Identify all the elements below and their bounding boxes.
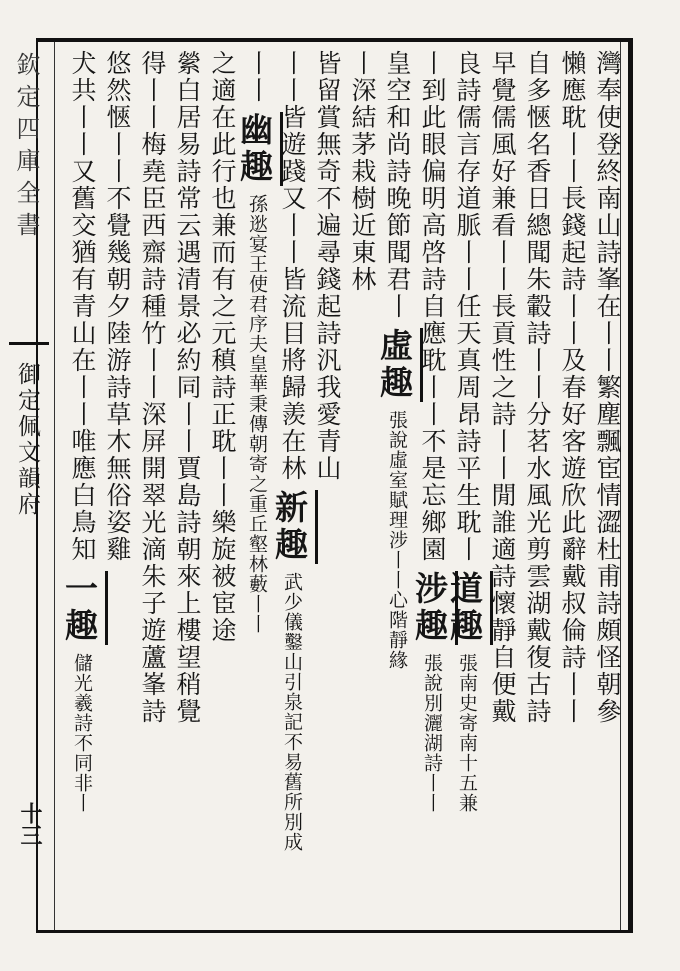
entry-heading: 一趣	[56, 571, 108, 645]
text-column	[100, 50, 134, 920]
frame-top-border	[36, 38, 632, 42]
column-text: 良詩儒言存道脈丨丨任天真周昂詩平生耽丨	[453, 50, 482, 563]
column-text: 皆留賞無奇不遍尋錢起詩汎我愛青山	[313, 50, 342, 482]
text-column	[345, 50, 379, 920]
annotation-text: 武少儀鑿山引泉記不易舊所別成	[281, 572, 303, 852]
column-text: 丨深結茅栽樹近東林	[348, 50, 377, 293]
margin-rule	[54, 42, 55, 930]
page-margin	[3, 42, 53, 930]
text-column	[135, 50, 169, 920]
column-text: 悠然愜丨丨不覺幾朝夕陸游詩草木無俗姿雞	[103, 50, 132, 563]
column-text: 灣奉使登終南山詩峯在丨丨繁塵飄宦情澀杜甫詩頗怪朝參	[593, 50, 622, 725]
column-text: 懶應耽丨丨長錢起詩丨丨及春好客遊欣此辭戴叔倫詩丨丨	[558, 50, 587, 725]
text-column	[485, 50, 519, 920]
entry-heading: 新趣	[266, 490, 318, 564]
text-column	[410, 50, 449, 920]
column-text: 得丨丨梅堯臣西齋詩種竹丨丨深屏開翠光滴朱子遊蘆峯詩	[138, 50, 167, 725]
entry-heading: 涉趣	[406, 571, 458, 645]
frame-right-border	[628, 38, 633, 933]
column-text: 丨到此眼偏明高啓詩自應耽丨丨不是忘鄉園	[418, 50, 447, 563]
text-column	[310, 50, 344, 920]
column-text: 早覺儒風好兼看丨丨長貢性之詩丨丨閒誰適詩懷靜自便戴	[488, 50, 517, 725]
annotation-text: 張說別灑湖詩丨丨	[421, 653, 443, 813]
text-column	[205, 50, 239, 920]
text-column	[555, 50, 589, 920]
column-text: 之適在此行也兼而有之元稹詩正耽丨丨樂旋被宦途	[208, 50, 237, 644]
fish-tail-mark-icon	[9, 342, 49, 363]
column-text: 皇空和尚詩晚節聞君丨	[383, 50, 412, 320]
text-column	[170, 50, 204, 920]
annotation-text: 張南史寄南十五兼	[456, 653, 478, 813]
page-number: 十三	[17, 802, 43, 846]
book-title: 欽定四庫全書	[12, 52, 40, 244]
text-column	[375, 50, 414, 920]
column-text: 丨丨皆遊踐又丨丨皆流目將歸羨在林	[278, 50, 307, 482]
text-column	[60, 50, 99, 920]
column-text: 自多愜名香日總聞朱轂詩丨丨分茗水風光剪雲湖戴復古詩	[523, 50, 552, 725]
entry-heading: 虛趣	[371, 328, 423, 402]
entry-heading: 道趣	[441, 571, 493, 645]
text-column	[235, 50, 274, 920]
text-column	[590, 50, 624, 920]
column-text: 犬共丨丨又舊交猶有青山在丨丨唯應白鳥知	[68, 50, 97, 563]
text-column	[445, 50, 484, 920]
entry-heading: 幽趣	[231, 112, 283, 186]
text-column	[520, 50, 554, 920]
annotation-text: 儲光羲詩不同非丨	[71, 653, 93, 813]
annotation-text: 孫逖宴王使君序夫皇華秉傳朝寄之重丘壑林藪丨丨	[246, 194, 268, 634]
frame-bottom-border	[36, 930, 632, 933]
edition-title: 御定佩文韻府	[14, 362, 40, 518]
column-text: 縈白居易詩常云遇清景必約同丨丨賈島詩朝來上樓望稍覺	[173, 50, 202, 725]
column-text: 丨丨	[243, 50, 272, 104]
annotation-text: 張說虛室賦理涉丨丨心階靜緣	[386, 410, 408, 670]
